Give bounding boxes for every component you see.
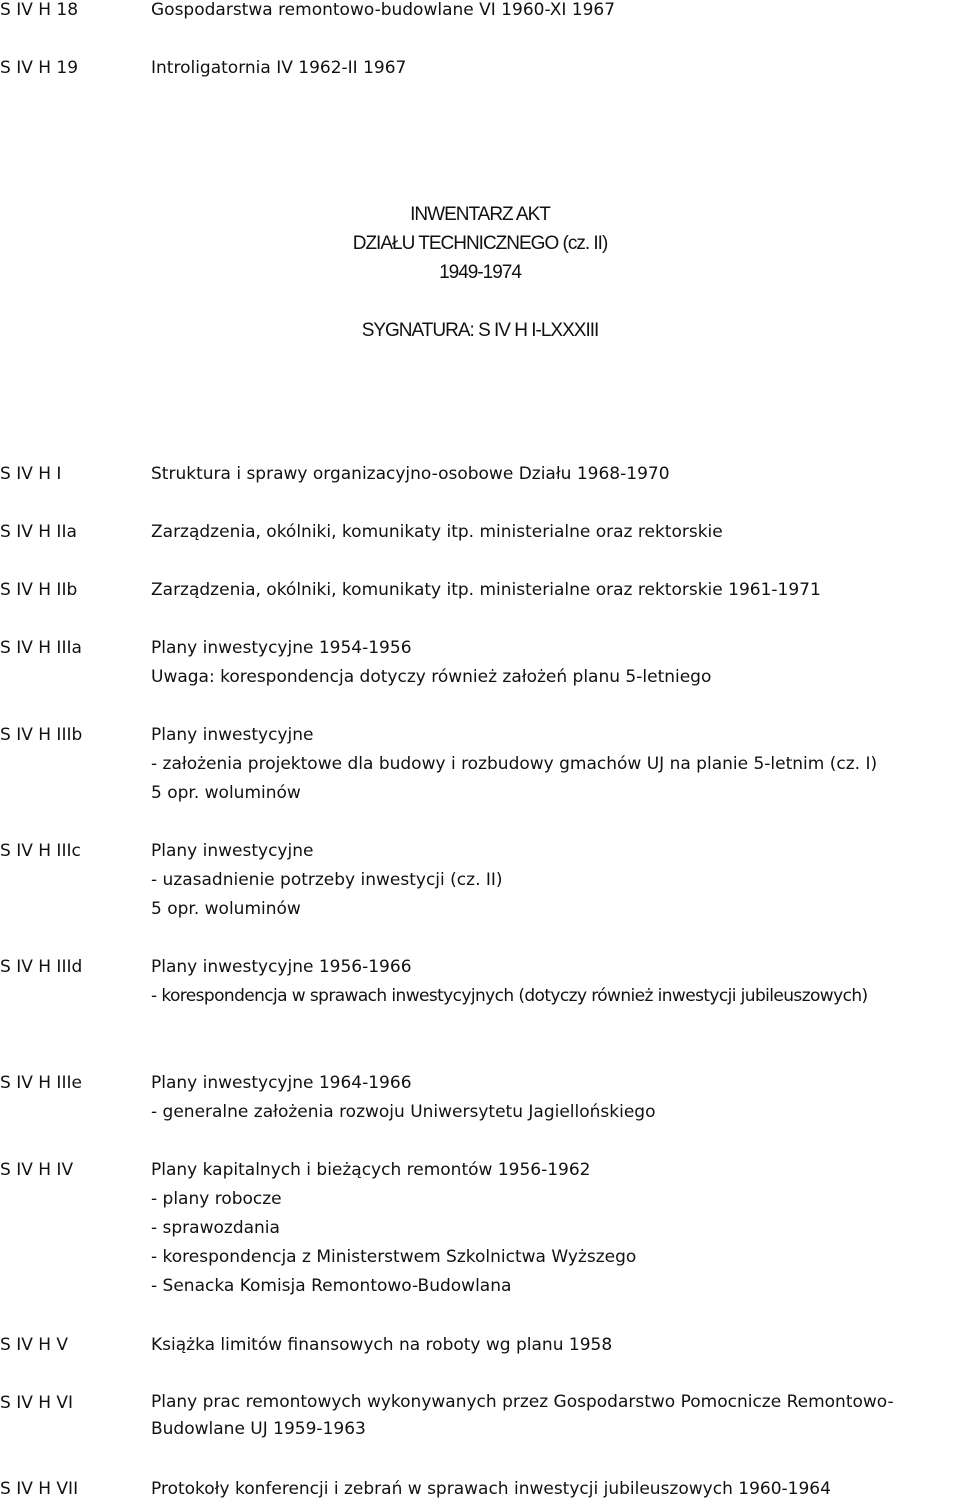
entry-line: 5 opr. woluminów (151, 899, 301, 919)
entry-line: Gospodarstwa remontowo-budowlane VI 1960-XI 1967 (151, 0, 616, 20)
entry-description (151, 1331, 960, 1360)
entry-description (151, 460, 960, 489)
entry-signature: S IV H I (0, 464, 62, 484)
entry-line: Zarządzenia, okólniki, komunikaty itp. ministerialne oraz rektorskie (151, 522, 723, 542)
entry-description (151, 54, 960, 83)
entry-line: Struktura i sprawy organizacyjno-osobowe Działu 1968-1970 (151, 464, 670, 484)
entry-description (151, 1475, 960, 1504)
entry-signature: S IV H IIIc (0, 841, 81, 861)
entry-line: Zarządzenia, okólniki, komunikaty itp. ministerialne oraz rektorskie 1961-1971 (151, 580, 821, 600)
entry-line: Plany inwestycyjne 1956-1966 (151, 957, 412, 977)
entry-description (151, 634, 960, 692)
entry-signature: S IV H IIIe (0, 1073, 82, 1093)
entry-signature: S IV H IIId (0, 957, 83, 977)
entry-line: - założenia projektowe dla budowy i rozbudowy gmachów UJ na planie 5-letnim (cz. I) (151, 754, 878, 774)
entry-line: - korespondencja z Ministerstwem Szkolnictwa Wyższego (151, 1247, 637, 1267)
entry-signature: S IV H 19 (0, 58, 79, 78)
entry-line: Plany kapitalnych i bieżących remontów 1956-1962 (151, 1160, 591, 1180)
entry-signature: S IV H IIa (0, 522, 77, 542)
header-title: INWENTARZ AKT (410, 204, 550, 225)
entry-signature: S IV H VII (0, 1479, 79, 1499)
entry-signature: S IV H VI (0, 1393, 74, 1413)
entry-line: 5 opr. woluminów (151, 783, 301, 803)
entry-line: Protokoły konferencji i zebrań w sprawach inwestycji jubileuszowych 1960-1964 (151, 1479, 831, 1499)
entry-description (151, 0, 960, 25)
entry-line: - generalne założenia rozwoju Uniwersytetu Jagiellońskiego (151, 1102, 656, 1122)
entry-line: Introligatornia IV 1962-II 1967 (151, 58, 407, 78)
entry-line: Plany inwestycyjne 1954-1956 (151, 638, 412, 658)
entry-signature: S IV H IIb (0, 580, 78, 600)
entry-line: Plany prac remontowych wykonywanych przez Gospodarstwo Pomocnicze Remontowo- (151, 1392, 894, 1412)
entry-line: Plany inwestycyjne (151, 725, 314, 745)
entry-description (151, 953, 960, 1011)
entry-description (151, 1156, 960, 1301)
header-signature: SYGNATURA: S IV H I-LXXXIII (361, 320, 599, 341)
entry-line: - sprawozdania (151, 1218, 280, 1238)
entry-signature: S IV H V (0, 1335, 69, 1355)
entry-signature: S IV H 18 (0, 0, 79, 20)
entry-line: Uwaga: korespondencja dotyczy również założeń planu 5-letniego (151, 667, 712, 687)
entry-signature: S IV H IIIb (0, 725, 83, 745)
entry-description (151, 576, 960, 605)
entry-description (151, 1069, 960, 1127)
entry-description (151, 721, 960, 808)
document-header (0, 200, 960, 287)
header-date-range: 1949-1974 (439, 262, 521, 283)
entry-description (151, 837, 960, 924)
entry-description (151, 1389, 960, 1443)
entry-line: - korespondencja w sprawach inwestycyjnych (dotyczy również inwestycji jubileuszowych) (151, 986, 868, 1006)
entry-line: Książka limitów finansowych na roboty wg planu 1958 (151, 1335, 613, 1355)
entry-line: Plany inwestycyjne 1964-1966 (151, 1073, 412, 1093)
entry-signature: S IV H IV (0, 1160, 74, 1180)
entry-description (151, 518, 960, 547)
entry-signature: S IV H IIIa (0, 638, 82, 658)
entry-line: Budowlane UJ 1959-1963 (151, 1419, 366, 1439)
entry-line: Plany inwestycyjne (151, 841, 314, 861)
header-subtitle: DZIAŁU TECHNICZNEGO (cz. II) (352, 233, 608, 254)
entry-line: - plany robocze (151, 1189, 282, 1209)
entry-line: - uzasadnienie potrzeby inwestycji (cz. II) (151, 870, 503, 890)
entry-line: - Senacka Komisja Remontowo-Budowlana (151, 1276, 512, 1296)
